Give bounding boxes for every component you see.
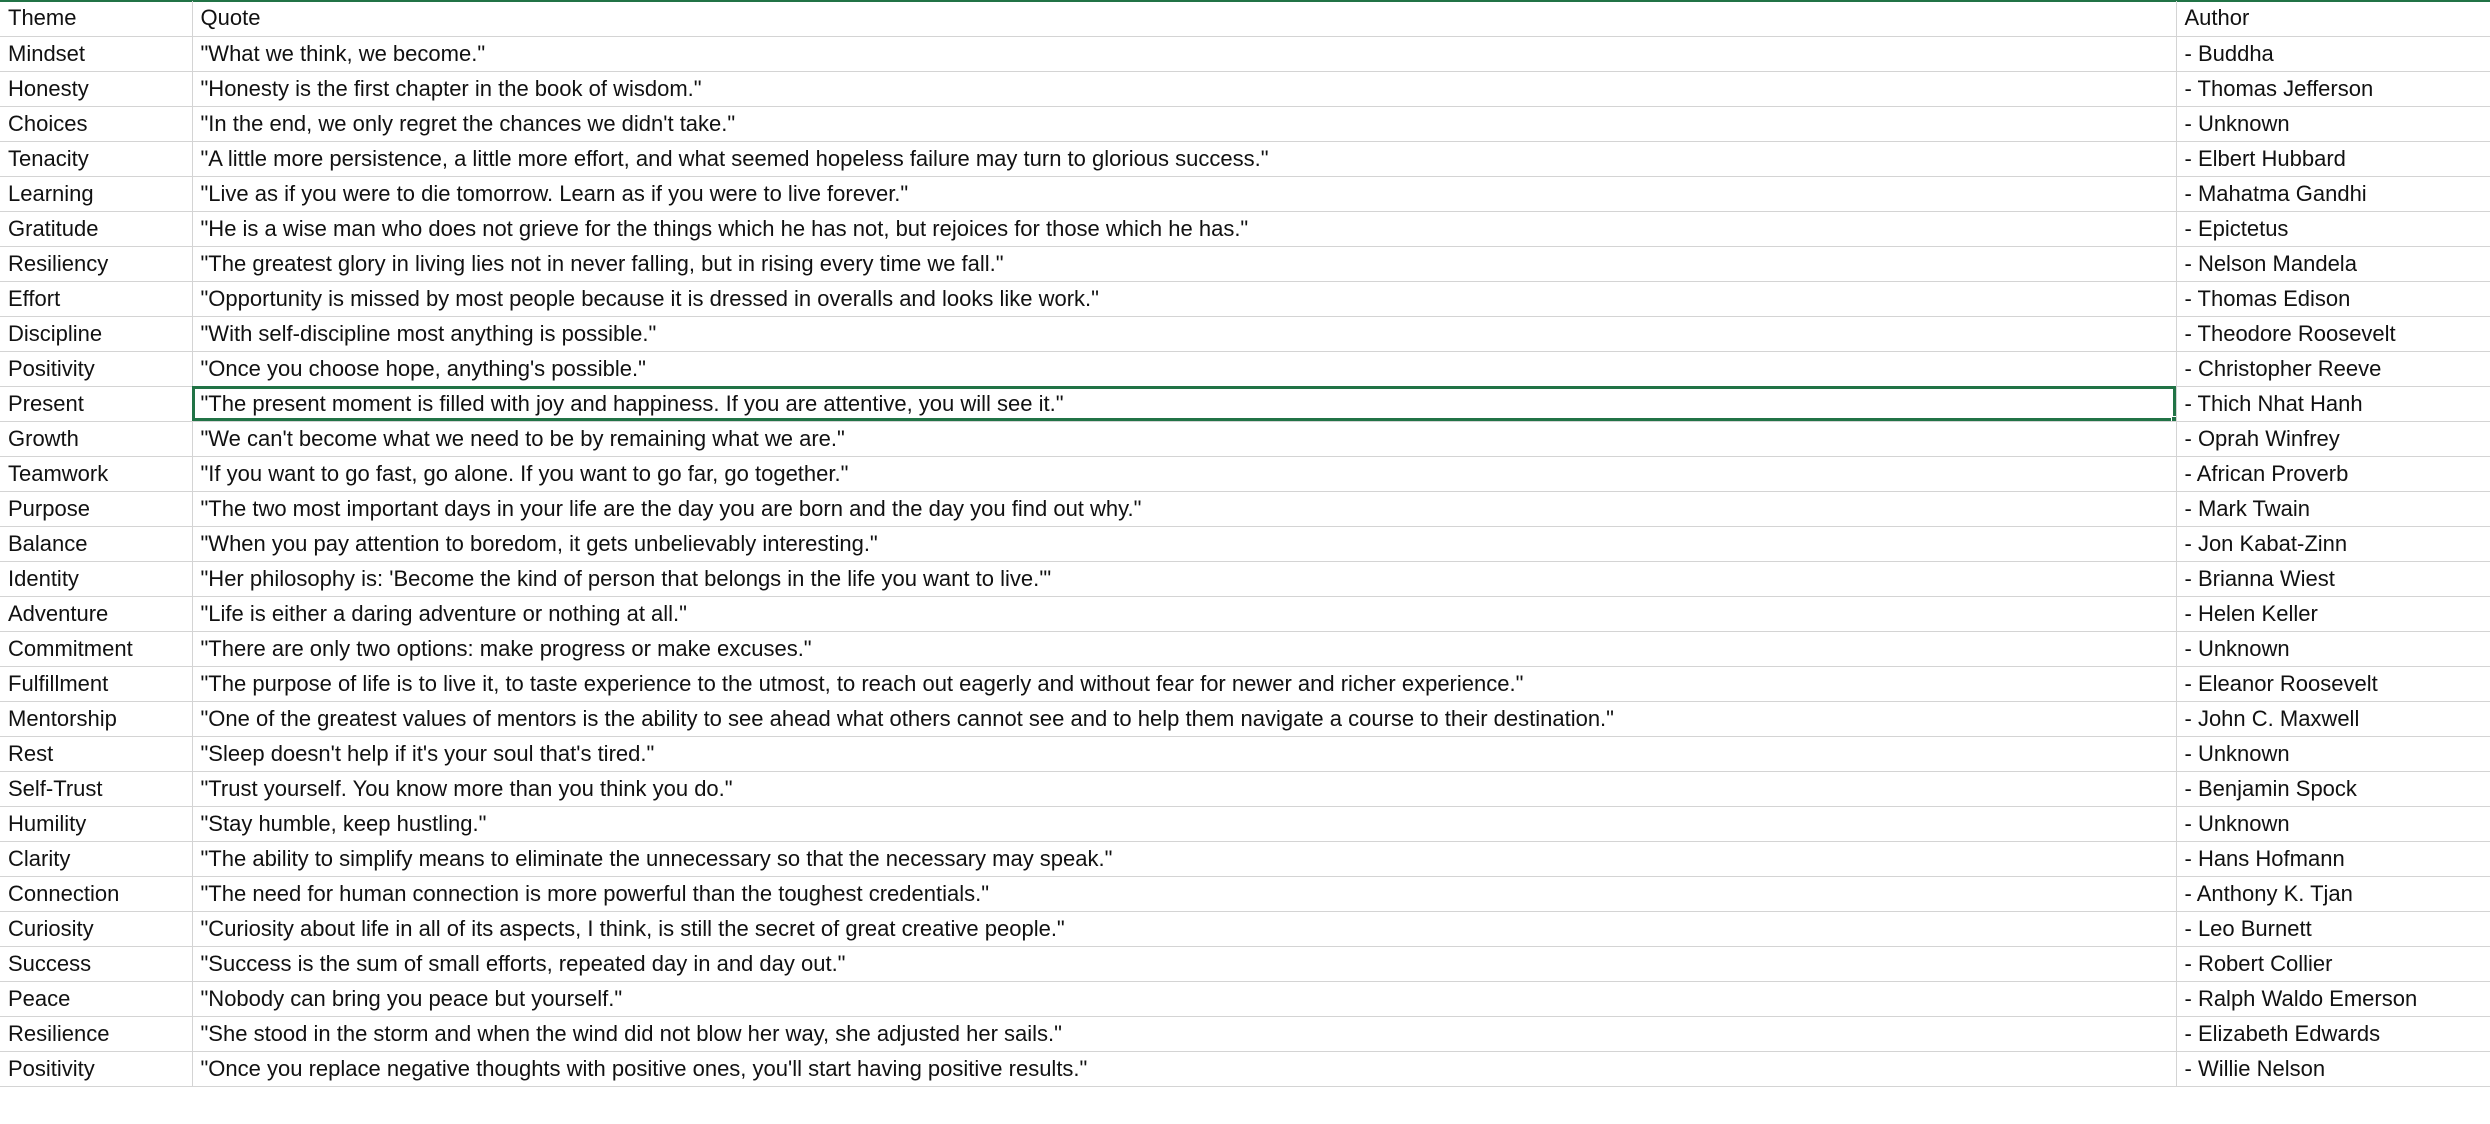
cell-author[interactable]: - African Proverb bbox=[2176, 456, 2490, 491]
cell-quote[interactable]: "Live as if you were to die tomorrow. Learn as if you were to live forever." bbox=[192, 176, 2176, 211]
cell-author[interactable]: - Unknown bbox=[2176, 806, 2490, 841]
cell-theme[interactable]: Purpose bbox=[0, 491, 192, 526]
cell-author[interactable]: - Eleanor Roosevelt bbox=[2176, 666, 2490, 701]
cell-theme[interactable]: Curiosity bbox=[0, 911, 192, 946]
table-row bbox=[0, 701, 2490, 736]
cell-quote[interactable]: "Once you choose hope, anything's possible." bbox=[192, 351, 2176, 386]
table-row bbox=[0, 491, 2490, 526]
cell-quote[interactable]: "The purpose of life is to live it, to taste experience to the utmost, to reach out eagerly and without fear for newer and richer experience." bbox=[192, 666, 2176, 701]
cell-quote[interactable]: "One of the greatest values of mentors is the ability to see ahead what others cannot see and to help them navigate a course to their destination." bbox=[192, 701, 2176, 736]
cell-quote[interactable]: "Honesty is the first chapter in the book of wisdom." bbox=[192, 71, 2176, 106]
cell-quote[interactable]: "The greatest glory in living lies not in never falling, but in rising every time we fall." bbox=[192, 246, 2176, 281]
table-row bbox=[0, 946, 2490, 981]
table-row bbox=[0, 211, 2490, 246]
cell-quote[interactable]: "If you want to go fast, go alone. If you want to go far, go together." bbox=[192, 456, 2176, 491]
cell-quote[interactable]: "Sleep doesn't help if it's your soul that's tired." bbox=[192, 736, 2176, 771]
cell-theme[interactable]: Commitment bbox=[0, 631, 192, 666]
cell-quote[interactable]: "Stay humble, keep hustling." bbox=[192, 806, 2176, 841]
cell-author[interactable]: - Thomas Jefferson bbox=[2176, 71, 2490, 106]
cell-theme[interactable]: Mentorship bbox=[0, 701, 192, 736]
cell-quote[interactable]: "With self-discipline most anything is possible." bbox=[192, 316, 2176, 351]
cell-quote[interactable]: "Curiosity about life in all of its aspects, I think, is still the secret of great creative people." bbox=[192, 911, 2176, 946]
cell-quote[interactable]: "In the end, we only regret the chances we didn't take." bbox=[192, 106, 2176, 141]
table-row bbox=[0, 421, 2490, 456]
table-row bbox=[0, 176, 2490, 211]
cell-author[interactable]: - Oprah Winfrey bbox=[2176, 421, 2490, 456]
table-row bbox=[0, 911, 2490, 946]
table-row bbox=[0, 771, 2490, 806]
cell-author[interactable]: - Thich Nhat Hanh bbox=[2176, 386, 2490, 421]
table-row bbox=[0, 141, 2490, 176]
header-cell-author[interactable]: Author bbox=[2176, 1, 2490, 36]
cell-theme[interactable]: Positivity bbox=[0, 351, 192, 386]
cell-quote[interactable]: "What we think, we become." bbox=[192, 36, 2176, 71]
table-row bbox=[0, 526, 2490, 561]
cell-quote[interactable]: "Life is either a daring adventure or nothing at all." bbox=[192, 596, 2176, 631]
cell-author[interactable]: - Leo Burnett bbox=[2176, 911, 2490, 946]
cell-quote[interactable]: "The ability to simplify means to eliminate the unnecessary so that the necessary may speak." bbox=[192, 841, 2176, 876]
cell-quote[interactable]: "The two most important days in your life are the day you are born and the day you find out why." bbox=[192, 491, 2176, 526]
cell-quote[interactable]: "He is a wise man who does not grieve for the things which he has not, but rejoices for those which he has." bbox=[192, 211, 2176, 246]
cell-quote[interactable]: "There are only two options: make progress or make excuses." bbox=[192, 631, 2176, 666]
quotes-table bbox=[0, 1, 2490, 1087]
cell-quote[interactable]: "Trust yourself. You know more than you think you do." bbox=[192, 771, 2176, 806]
cell-author[interactable]: - Benjamin Spock bbox=[2176, 771, 2490, 806]
cell-author[interactable]: - Elbert Hubbard bbox=[2176, 141, 2490, 176]
table-row bbox=[0, 281, 2490, 316]
cell-author[interactable]: - Willie Nelson bbox=[2176, 1051, 2490, 1086]
cell-theme[interactable]: Present bbox=[0, 386, 192, 421]
table-row bbox=[0, 106, 2490, 141]
header-row bbox=[0, 1, 2490, 36]
cell-theme[interactable]: Tenacity bbox=[0, 141, 192, 176]
cell-theme[interactable]: Success bbox=[0, 946, 192, 981]
cell-theme[interactable]: Rest bbox=[0, 736, 192, 771]
cell-author[interactable]: - Nelson Mandela bbox=[2176, 246, 2490, 281]
table-row bbox=[0, 806, 2490, 841]
cell-theme[interactable]: Positivity bbox=[0, 1051, 192, 1086]
cell-quote[interactable]: "A little more persistence, a little more effort, and what seemed hopeless failure may turn to glorious success." bbox=[192, 141, 2176, 176]
cell-author[interactable]: - Unknown bbox=[2176, 631, 2490, 666]
table-row bbox=[0, 351, 2490, 386]
header-cell-theme[interactable]: Theme bbox=[0, 1, 192, 36]
cell-author[interactable]: - Unknown bbox=[2176, 106, 2490, 141]
cell-author[interactable]: - John C. Maxwell bbox=[2176, 701, 2490, 736]
cell-theme[interactable]: Self-Trust bbox=[0, 771, 192, 806]
cell-author[interactable]: - Anthony K. Tjan bbox=[2176, 876, 2490, 911]
cell-theme[interactable]: Connection bbox=[0, 876, 192, 911]
cell-theme[interactable]: Fulfillment bbox=[0, 666, 192, 701]
cell-theme[interactable]: Effort bbox=[0, 281, 192, 316]
cell-quote[interactable]: "Once you replace negative thoughts with positive ones, you'll start having positive results." bbox=[192, 1051, 2176, 1086]
cell-author[interactable]: - Jon Kabat-Zinn bbox=[2176, 526, 2490, 561]
cell-theme[interactable]: Teamwork bbox=[0, 456, 192, 491]
cell-theme[interactable]: Discipline bbox=[0, 316, 192, 351]
table-row bbox=[0, 316, 2490, 351]
cell-theme[interactable]: Honesty bbox=[0, 71, 192, 106]
cell-quote[interactable]: "Opportunity is missed by most people because it is dressed in overalls and looks like work." bbox=[192, 281, 2176, 316]
cell-quote[interactable]: "She stood in the storm and when the wind did not blow her way, she adjusted her sails." bbox=[192, 1016, 2176, 1051]
cell-theme[interactable]: Choices bbox=[0, 106, 192, 141]
table-body bbox=[0, 36, 2490, 1086]
cell-theme[interactable]: Balance bbox=[0, 526, 192, 561]
table-row bbox=[0, 876, 2490, 911]
table-row bbox=[0, 71, 2490, 106]
table-row bbox=[0, 666, 2490, 701]
cell-author[interactable]: - Epictetus bbox=[2176, 211, 2490, 246]
table-row bbox=[0, 246, 2490, 281]
cell-author[interactable]: - Mark Twain bbox=[2176, 491, 2490, 526]
cell-theme[interactable]: Gratitude bbox=[0, 211, 192, 246]
cell-quote[interactable]: "When you pay attention to boredom, it gets unbelievably interesting." bbox=[192, 526, 2176, 561]
cell-theme[interactable]: Resilience bbox=[0, 1016, 192, 1051]
selected-cell-quote[interactable]: "The present moment is filled with joy and happiness. If you are attentive, you will see it." bbox=[192, 386, 2176, 421]
cell-quote[interactable]: "The need for human connection is more powerful than the toughest credentials." bbox=[192, 876, 2176, 911]
cell-theme[interactable]: Mindset bbox=[0, 36, 192, 71]
cell-author[interactable]: - Thomas Edison bbox=[2176, 281, 2490, 316]
table-row bbox=[0, 596, 2490, 631]
cell-theme[interactable]: Clarity bbox=[0, 841, 192, 876]
cell-author[interactable]: - Unknown bbox=[2176, 736, 2490, 771]
cell-quote[interactable]: "We can't become what we need to be by remaining what we are." bbox=[192, 421, 2176, 456]
cell-theme[interactable]: Peace bbox=[0, 981, 192, 1016]
cell-author[interactable]: - Helen Keller bbox=[2176, 596, 2490, 631]
cell-author[interactable]: - Mahatma Gandhi bbox=[2176, 176, 2490, 211]
table-row bbox=[0, 561, 2490, 596]
table-row bbox=[0, 1051, 2490, 1086]
cell-author[interactable]: - Robert Collier bbox=[2176, 946, 2490, 981]
cell-author[interactable]: - Elizabeth Edwards bbox=[2176, 1016, 2490, 1051]
cell-author[interactable]: - Brianna Wiest bbox=[2176, 561, 2490, 596]
table-row bbox=[0, 736, 2490, 771]
table-row bbox=[0, 36, 2490, 71]
cell-author[interactable]: - Theodore Roosevelt bbox=[2176, 316, 2490, 351]
table-row bbox=[0, 456, 2490, 491]
table-row bbox=[0, 386, 2490, 421]
cell-theme[interactable]: Learning bbox=[0, 176, 192, 211]
cell-author[interactable]: - Hans Hofmann bbox=[2176, 841, 2490, 876]
fill-handle[interactable] bbox=[2171, 416, 2177, 422]
cell-quote[interactable]: "Nobody can bring you peace but yourself." bbox=[192, 981, 2176, 1016]
table-row bbox=[0, 981, 2490, 1016]
header-cell-quote[interactable]: Quote bbox=[192, 1, 2176, 36]
table-row bbox=[0, 841, 2490, 876]
cell-author[interactable]: - Christopher Reeve bbox=[2176, 351, 2490, 386]
cell-author[interactable]: - Buddha bbox=[2176, 36, 2490, 71]
cell-author[interactable]: - Ralph Waldo Emerson bbox=[2176, 981, 2490, 1016]
table-row bbox=[0, 1016, 2490, 1051]
cell-quote[interactable]: "Success is the sum of small efforts, repeated day in and day out." bbox=[192, 946, 2176, 981]
cell-theme[interactable]: Growth bbox=[0, 421, 192, 456]
cell-theme[interactable]: Adventure bbox=[0, 596, 192, 631]
cell-quote[interactable]: "Her philosophy is: 'Become the kind of person that belongs in the life you want to live.'" bbox=[192, 561, 2176, 596]
table-row bbox=[0, 631, 2490, 666]
cell-theme[interactable]: Identity bbox=[0, 561, 192, 596]
cell-theme[interactable]: Humility bbox=[0, 806, 192, 841]
cell-theme[interactable]: Resiliency bbox=[0, 246, 192, 281]
